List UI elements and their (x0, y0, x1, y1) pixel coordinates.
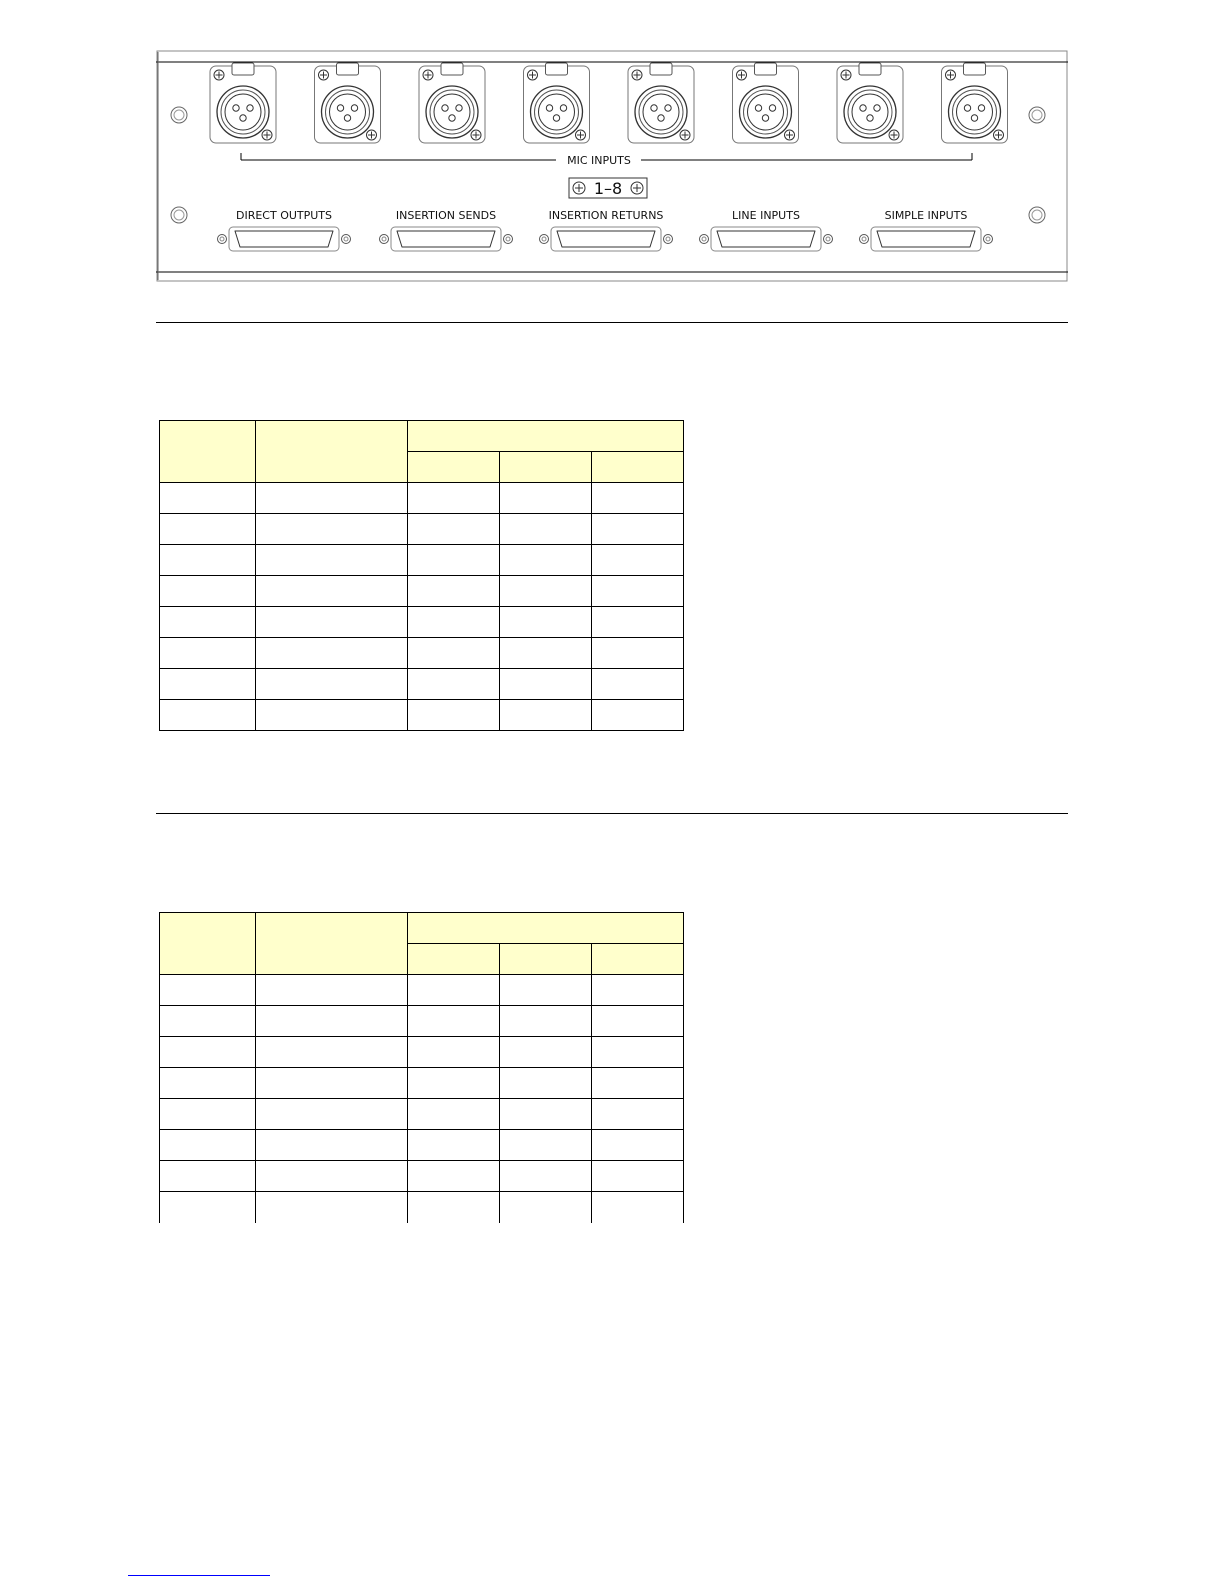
table-cell (408, 1037, 500, 1068)
table-cell (256, 975, 408, 1006)
screw-icon (528, 70, 538, 80)
dsub-connector-label: LINE INPUTS (732, 209, 800, 222)
table-row (160, 607, 684, 638)
table-cell (500, 1161, 592, 1192)
header-cell (160, 913, 256, 975)
screw-icon (841, 70, 851, 80)
table-cell (408, 514, 500, 545)
table-cell (160, 1130, 256, 1161)
table-cell (592, 1006, 684, 1037)
table-row (160, 483, 684, 514)
db25-connector-icon (380, 209, 513, 251)
table-row (160, 1130, 684, 1161)
table-row (160, 638, 684, 669)
db25-connector-icon (540, 209, 673, 251)
table-cell (408, 576, 500, 607)
xlr-female-connector-icon (315, 63, 381, 143)
table-row (160, 576, 684, 607)
table-cell (408, 1099, 500, 1130)
table-cell (592, 638, 684, 669)
table-cell (256, 607, 408, 638)
table-cell (256, 669, 408, 700)
table-cell (592, 975, 684, 1006)
table-cell (408, 607, 500, 638)
db25-connector-icon (218, 209, 351, 251)
table-cell (256, 1130, 408, 1161)
header-cell (160, 421, 256, 483)
header-cell (592, 944, 684, 975)
screw-icon (423, 70, 433, 80)
table-row (160, 975, 684, 1006)
table-cell (500, 576, 592, 607)
screw-icon (576, 130, 586, 140)
table-header-row (160, 421, 684, 452)
table-cell (408, 669, 500, 700)
dsub-connector-label: DIRECT OUTPUTS (235, 209, 333, 222)
table-cell (592, 1161, 684, 1192)
table-cell (160, 576, 256, 607)
section-divider (156, 322, 1068, 323)
channel-range-label: 1–8 (593, 179, 623, 198)
table-cell (256, 545, 408, 576)
table-row (160, 514, 684, 545)
screw-icon (367, 130, 377, 140)
table-cell (592, 1192, 684, 1224)
section-divider (156, 813, 1068, 814)
pinout-table (159, 420, 684, 731)
table-cell (160, 700, 256, 731)
screw-icon (680, 130, 690, 140)
pinout-table (159, 912, 684, 1223)
table-cell (408, 1006, 500, 1037)
table-row (160, 545, 684, 576)
header-cell (408, 452, 500, 483)
footer-link-underline[interactable] (128, 1575, 270, 1576)
table-cell (592, 1037, 684, 1068)
table-cell (500, 607, 592, 638)
table-cell (160, 1099, 256, 1130)
table-cell (500, 700, 592, 731)
table-cell (160, 975, 256, 1006)
table-cell (256, 638, 408, 669)
header-cell (256, 913, 408, 975)
header-cell (592, 452, 684, 483)
table-cell (500, 1068, 592, 1099)
table-cell (160, 638, 256, 669)
table-cell (592, 700, 684, 731)
header-cell (256, 421, 408, 483)
table-cell (256, 700, 408, 731)
table-cell (500, 483, 592, 514)
table-cell (500, 975, 592, 1006)
table-cell (256, 1161, 408, 1192)
table-cell (592, 607, 684, 638)
header-cell (500, 452, 592, 483)
screw-icon (471, 130, 481, 140)
table-cell (160, 1192, 256, 1224)
table-cell (160, 669, 256, 700)
header-cell (500, 944, 592, 975)
table-cell (256, 514, 408, 545)
screw-icon (785, 130, 795, 140)
table-row (160, 700, 684, 731)
table-cell (160, 483, 256, 514)
table-cell (256, 483, 408, 514)
table-cell (592, 1099, 684, 1130)
table-cell (500, 1099, 592, 1130)
table-cell (592, 669, 684, 700)
table-cell (408, 1161, 500, 1192)
screw-icon (737, 70, 747, 80)
table-cell (592, 576, 684, 607)
table-header-row (160, 913, 684, 944)
xlr-female-connector-icon (942, 63, 1008, 143)
table-cell (500, 669, 592, 700)
table-cell (256, 1006, 408, 1037)
table-cell (256, 1068, 408, 1099)
screw-icon (319, 70, 329, 80)
screw-icon (632, 70, 642, 80)
header-cell (408, 421, 684, 452)
xlr-female-connector-icon (419, 63, 485, 143)
table-cell (256, 576, 408, 607)
dsub-connector-label: INSERTION SENDS (395, 209, 497, 222)
screw-icon (889, 130, 899, 140)
table-cell (500, 545, 592, 576)
table-cell (256, 1099, 408, 1130)
table-cell (592, 545, 684, 576)
screw-icon (946, 70, 956, 80)
table-cell (160, 1006, 256, 1037)
table-cell (408, 545, 500, 576)
table-cell (408, 638, 500, 669)
table-cell (160, 545, 256, 576)
xlr-female-connector-icon (210, 63, 276, 143)
screw-icon (994, 130, 1004, 140)
xlr-female-connector-icon (524, 63, 590, 143)
dsub-connector-label: SIMPLE INPUTS (884, 209, 968, 222)
table-cell (408, 700, 500, 731)
rear-panel-diagram (156, 50, 1068, 282)
xlr-female-connector-icon (628, 63, 694, 143)
table-cell (160, 607, 256, 638)
table-cell (408, 975, 500, 1006)
header-cell (408, 913, 684, 944)
table-row (160, 1099, 684, 1130)
table-cell (408, 1130, 500, 1161)
xlr-female-connector-icon (837, 63, 903, 143)
table-row (160, 1161, 684, 1192)
xlr-female-connector-icon (733, 63, 799, 143)
table-row (160, 1068, 684, 1099)
mic-inputs-label: MIC INPUTS (567, 154, 631, 167)
table-row (160, 669, 684, 700)
table-cell (592, 483, 684, 514)
table-cell (500, 1130, 592, 1161)
table-cell (160, 1037, 256, 1068)
table-cell (500, 514, 592, 545)
table-cell (408, 1192, 500, 1224)
table-cell (160, 514, 256, 545)
table-cell (160, 1068, 256, 1099)
screw-icon (262, 130, 272, 140)
table-cell (592, 514, 684, 545)
table-cell (408, 1068, 500, 1099)
table-cell (408, 483, 500, 514)
table-row (160, 1037, 684, 1068)
table-cell (500, 1192, 592, 1224)
table-cell (256, 1192, 408, 1224)
table-cell (500, 1006, 592, 1037)
table-cell (160, 1161, 256, 1192)
dsub-connector-label: INSERTION RETURNS (548, 209, 664, 222)
table-cell (592, 1130, 684, 1161)
table-row (160, 1192, 684, 1224)
screw-icon (214, 70, 224, 80)
header-cell (408, 944, 500, 975)
table-row (160, 1006, 684, 1037)
table-cell (592, 1068, 684, 1099)
table-cell (500, 638, 592, 669)
table-cell (256, 1037, 408, 1068)
table-cell (500, 1037, 592, 1068)
